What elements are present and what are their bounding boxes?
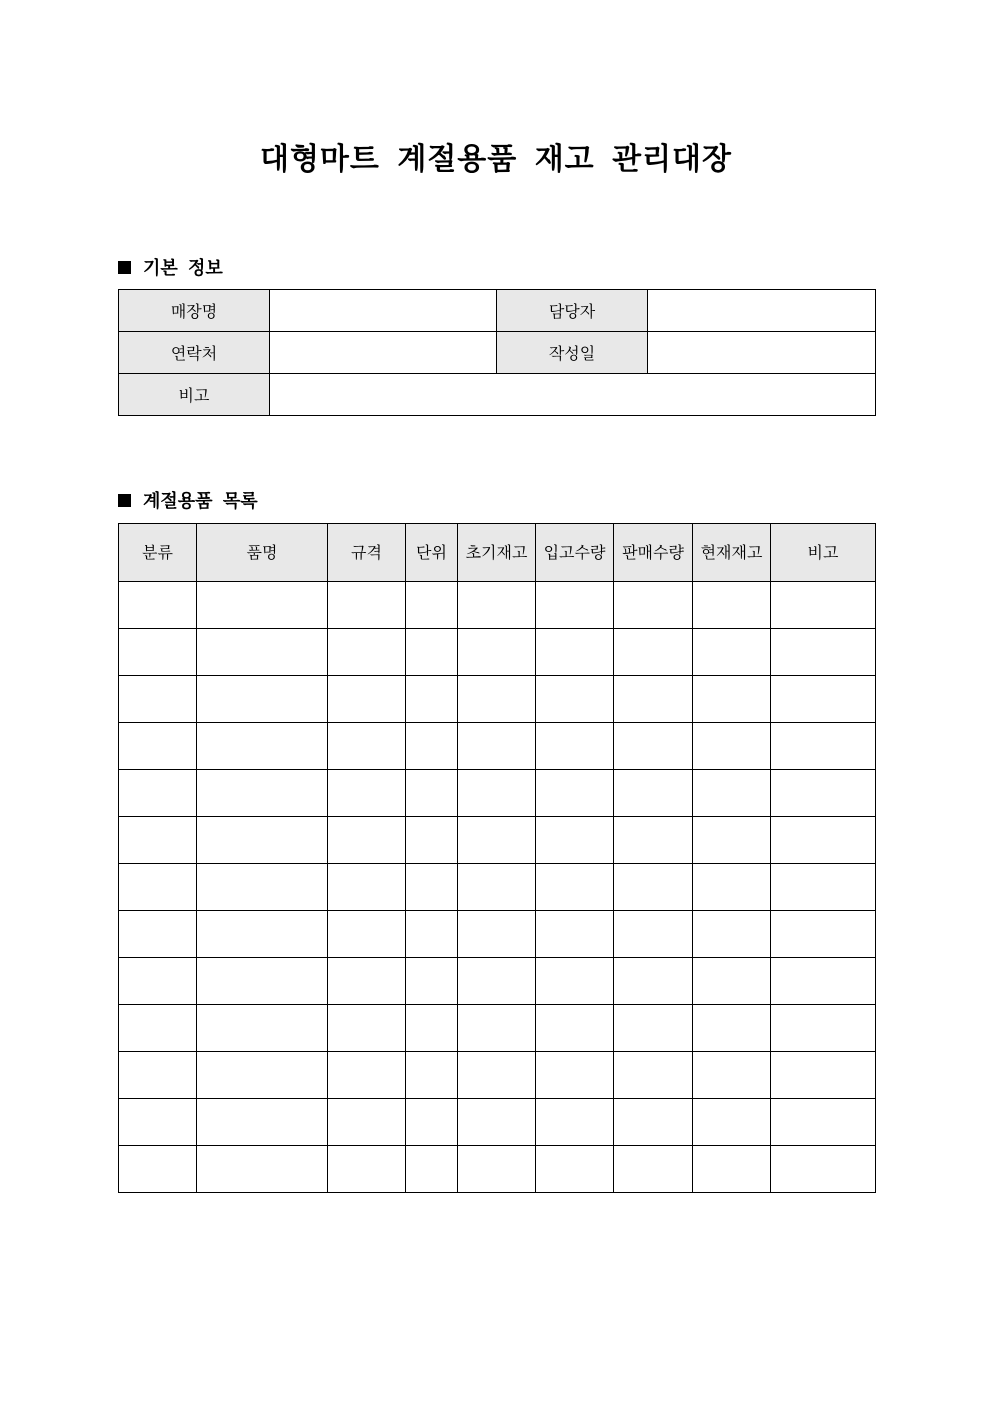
cell-received-qty[interactable] xyxy=(536,582,614,629)
cell-category[interactable] xyxy=(119,629,197,676)
cell-sold-qty[interactable] xyxy=(614,1005,693,1052)
cell-initial-stock[interactable] xyxy=(458,629,536,676)
cell-category[interactable] xyxy=(119,723,197,770)
cell-spec[interactable] xyxy=(328,1146,406,1193)
items-heading-text: 계절용품 목록 xyxy=(143,491,258,512)
cell-unit[interactable] xyxy=(406,676,458,723)
cell-current-stock[interactable] xyxy=(693,770,771,817)
contact-label: 연락처 xyxy=(119,332,270,374)
table-row xyxy=(119,1005,876,1052)
cell-note[interactable] xyxy=(771,723,876,770)
items-body xyxy=(119,582,876,1193)
table-row xyxy=(119,1099,876,1146)
table-row xyxy=(119,582,876,629)
cell-product-name[interactable] xyxy=(197,1005,328,1052)
col-header-current-stock: 현재재고 xyxy=(693,524,771,582)
cell-unit[interactable] xyxy=(406,911,458,958)
cell-initial-stock[interactable] xyxy=(458,723,536,770)
cell-product-name[interactable] xyxy=(197,817,328,864)
items-table xyxy=(118,523,876,1193)
cell-sold-qty[interactable] xyxy=(614,629,693,676)
table-row xyxy=(119,1146,876,1193)
date-label: 작성일 xyxy=(497,332,648,374)
cell-initial-stock[interactable] xyxy=(458,911,536,958)
note-field[interactable] xyxy=(270,374,876,416)
cell-received-qty[interactable] xyxy=(536,676,614,723)
cell-spec[interactable] xyxy=(328,723,406,770)
cell-received-qty[interactable] xyxy=(536,1052,614,1099)
cell-sold-qty[interactable] xyxy=(614,1146,693,1193)
col-header-note: 비고 xyxy=(771,524,876,582)
cell-note[interactable] xyxy=(771,958,876,1005)
cell-spec[interactable] xyxy=(328,770,406,817)
cell-product-name[interactable] xyxy=(197,1052,328,1099)
cell-initial-stock[interactable] xyxy=(458,770,536,817)
items-heading xyxy=(118,487,258,513)
cell-product-name[interactable] xyxy=(197,1099,328,1146)
cell-note[interactable] xyxy=(771,1099,876,1146)
cell-spec[interactable] xyxy=(328,958,406,1005)
cell-current-stock[interactable] xyxy=(693,1146,771,1193)
cell-spec[interactable] xyxy=(328,864,406,911)
cell-initial-stock[interactable] xyxy=(458,1052,536,1099)
cell-product-name[interactable] xyxy=(197,958,328,1005)
cell-unit[interactable] xyxy=(406,864,458,911)
table-row xyxy=(119,817,876,864)
col-header-sold-qty: 판매수량 xyxy=(614,524,693,582)
cell-received-qty[interactable] xyxy=(536,770,614,817)
cell-initial-stock[interactable] xyxy=(458,676,536,723)
cell-sold-qty[interactable] xyxy=(614,1099,693,1146)
cell-product-name[interactable] xyxy=(197,582,328,629)
cell-initial-stock[interactable] xyxy=(458,817,536,864)
cell-sold-qty[interactable] xyxy=(614,817,693,864)
table-row xyxy=(119,864,876,911)
col-header-product-name: 품명 xyxy=(197,524,328,582)
cell-spec[interactable] xyxy=(328,676,406,723)
col-header-initial-stock: 초기재고 xyxy=(458,524,536,582)
cell-spec[interactable] xyxy=(328,911,406,958)
cell-received-qty[interactable] xyxy=(536,911,614,958)
table-row xyxy=(119,958,876,1005)
cell-unit[interactable] xyxy=(406,1005,458,1052)
cell-category[interactable] xyxy=(119,1146,197,1193)
col-header-received-qty: 입고수량 xyxy=(536,524,614,582)
col-header-unit: 단위 xyxy=(406,524,458,582)
date-field[interactable] xyxy=(648,332,876,374)
cell-sold-qty[interactable] xyxy=(614,911,693,958)
cell-category[interactable] xyxy=(119,1099,197,1146)
store-name-field[interactable] xyxy=(270,290,497,332)
cell-product-name[interactable] xyxy=(197,770,328,817)
cell-product-name[interactable] xyxy=(197,629,328,676)
cell-initial-stock[interactable] xyxy=(458,864,536,911)
cell-unit[interactable] xyxy=(406,1099,458,1146)
info-row-note xyxy=(119,374,876,416)
cell-note[interactable] xyxy=(771,817,876,864)
cell-unit[interactable] xyxy=(406,817,458,864)
cell-current-stock[interactable] xyxy=(693,864,771,911)
cell-current-stock[interactable] xyxy=(693,1005,771,1052)
cell-category[interactable] xyxy=(119,817,197,864)
table-row xyxy=(119,911,876,958)
cell-note[interactable] xyxy=(771,1146,876,1193)
cell-current-stock[interactable] xyxy=(693,817,771,864)
cell-unit[interactable] xyxy=(406,723,458,770)
cell-note[interactable] xyxy=(771,582,876,629)
cell-received-qty[interactable] xyxy=(536,958,614,1005)
cell-received-qty[interactable] xyxy=(536,864,614,911)
cell-note[interactable] xyxy=(771,770,876,817)
cell-category[interactable] xyxy=(119,1005,197,1052)
cell-unit[interactable] xyxy=(406,958,458,1005)
cell-received-qty[interactable] xyxy=(536,629,614,676)
table-row xyxy=(119,723,876,770)
table-row xyxy=(119,1052,876,1099)
cell-received-qty[interactable] xyxy=(536,1099,614,1146)
cell-initial-stock[interactable] xyxy=(458,1005,536,1052)
table-row xyxy=(119,676,876,723)
cell-sold-qty[interactable] xyxy=(614,676,693,723)
table-row xyxy=(119,629,876,676)
cell-category[interactable] xyxy=(119,958,197,1005)
cell-current-stock[interactable] xyxy=(693,911,771,958)
manager-field[interactable] xyxy=(648,290,876,332)
cell-category[interactable] xyxy=(119,1052,197,1099)
contact-field[interactable] xyxy=(270,332,497,374)
col-header-spec: 규격 xyxy=(328,524,406,582)
cell-note[interactable] xyxy=(771,629,876,676)
table-row xyxy=(119,770,876,817)
cell-sold-qty[interactable] xyxy=(614,864,693,911)
cell-received-qty[interactable] xyxy=(536,1146,614,1193)
cell-category[interactable] xyxy=(119,864,197,911)
cell-category[interactable] xyxy=(119,582,197,629)
cell-current-stock[interactable] xyxy=(693,1052,771,1099)
cell-sold-qty[interactable] xyxy=(614,723,693,770)
info-row-contact xyxy=(119,332,876,374)
cell-note[interactable] xyxy=(771,864,876,911)
cell-spec[interactable] xyxy=(328,582,406,629)
cell-initial-stock[interactable] xyxy=(458,582,536,629)
cell-spec[interactable] xyxy=(328,817,406,864)
cell-spec[interactable] xyxy=(328,1005,406,1052)
cell-note[interactable] xyxy=(771,676,876,723)
cell-received-qty[interactable] xyxy=(536,817,614,864)
cell-sold-qty[interactable] xyxy=(614,770,693,817)
square-bullet-icon xyxy=(118,494,131,507)
cell-received-qty[interactable] xyxy=(536,1005,614,1052)
cell-product-name[interactable] xyxy=(197,676,328,723)
cell-note[interactable] xyxy=(771,911,876,958)
document-title: 대형마트 계절용품 재고 관리대장 xyxy=(259,142,733,177)
cell-product-name[interactable] xyxy=(197,1146,328,1193)
cell-sold-qty[interactable] xyxy=(614,1052,693,1099)
cell-spec[interactable] xyxy=(328,1099,406,1146)
info-row-store xyxy=(119,290,876,332)
cell-initial-stock[interactable] xyxy=(458,958,536,1005)
cell-unit[interactable] xyxy=(406,1052,458,1099)
col-header-category: 분류 xyxy=(119,524,197,582)
cell-unit[interactable] xyxy=(406,582,458,629)
basic-info-heading-text: 기본 정보 xyxy=(143,258,223,279)
square-bullet-icon xyxy=(118,261,131,274)
manager-label: 담당자 xyxy=(497,290,648,332)
cell-product-name[interactable] xyxy=(197,911,328,958)
cell-category[interactable] xyxy=(119,770,197,817)
cell-sold-qty[interactable] xyxy=(614,958,693,1005)
cell-current-stock[interactable] xyxy=(693,958,771,1005)
cell-category[interactable] xyxy=(119,911,197,958)
cell-note[interactable] xyxy=(771,1052,876,1099)
cell-sold-qty[interactable] xyxy=(614,582,693,629)
cell-initial-stock[interactable] xyxy=(458,1146,536,1193)
basic-info-heading xyxy=(118,254,223,280)
cell-product-name[interactable] xyxy=(197,864,328,911)
items-header-row xyxy=(119,524,876,582)
cell-current-stock[interactable] xyxy=(693,676,771,723)
cell-received-qty[interactable] xyxy=(536,723,614,770)
cell-spec[interactable] xyxy=(328,629,406,676)
cell-product-name[interactable] xyxy=(197,723,328,770)
cell-category[interactable] xyxy=(119,676,197,723)
cell-unit[interactable] xyxy=(406,629,458,676)
cell-unit[interactable] xyxy=(406,770,458,817)
cell-note[interactable] xyxy=(771,1005,876,1052)
cell-current-stock[interactable] xyxy=(693,1099,771,1146)
cell-current-stock[interactable] xyxy=(693,582,771,629)
cell-current-stock[interactable] xyxy=(693,723,771,770)
note-label: 비고 xyxy=(119,374,270,416)
cell-current-stock[interactable] xyxy=(693,629,771,676)
cell-spec[interactable] xyxy=(328,1052,406,1099)
basic-info-table xyxy=(118,289,876,416)
cell-initial-stock[interactable] xyxy=(458,1099,536,1146)
store-name-label: 매장명 xyxy=(119,290,270,332)
cell-unit[interactable] xyxy=(406,1146,458,1193)
